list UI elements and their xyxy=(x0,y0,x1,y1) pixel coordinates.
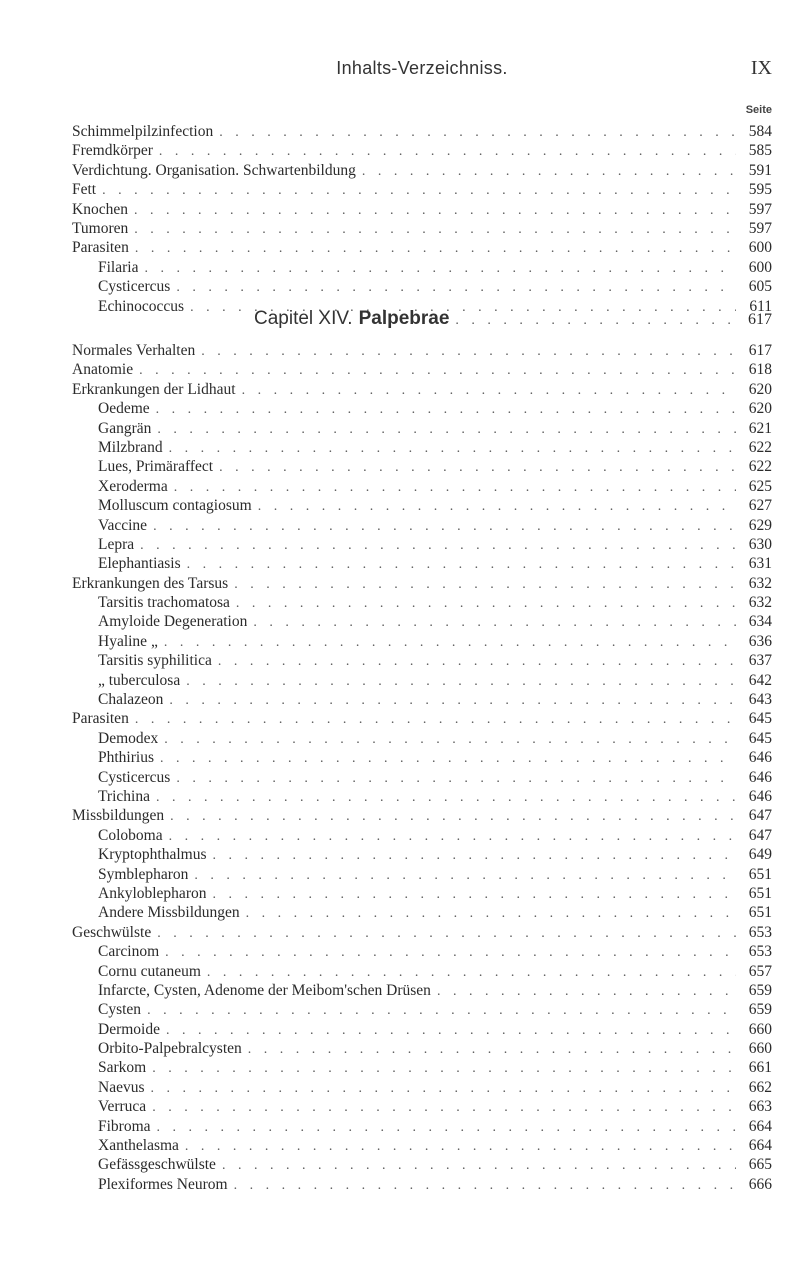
toc-entry-label: Vaccine xyxy=(98,516,148,534)
running-head xyxy=(72,58,772,82)
dot-leader xyxy=(455,299,736,343)
dot-leader xyxy=(157,924,736,943)
toc-entry-page: 651 xyxy=(748,904,772,922)
toc-entry-page: 661 xyxy=(748,1059,772,1077)
toc-entry-label: Sarkom xyxy=(98,1059,147,1077)
dot-leader xyxy=(187,555,736,574)
toc-entry xyxy=(72,903,772,922)
toc-entry-label: Lues, Primäraffect xyxy=(98,458,214,476)
toc-entry xyxy=(72,200,772,219)
toc-entry-page: 646 xyxy=(748,787,772,805)
toc-entry-label: Echinococcus xyxy=(98,297,185,315)
toc-entry-page: 653 xyxy=(748,943,772,961)
toc-entry-label: Infarcte, Cysten, Adenome der Meibom'schen Drüsen xyxy=(98,981,431,999)
dot-leader xyxy=(186,672,736,691)
toc-entry-label: „ tuberculosa xyxy=(98,671,181,689)
dot-leader xyxy=(156,400,736,419)
toc-entry-page: 637 xyxy=(748,652,772,670)
toc-entry xyxy=(72,748,772,767)
toc-entry-page: 646 xyxy=(748,749,772,767)
chapter-heading-row xyxy=(72,297,772,341)
toc-entry xyxy=(72,161,772,180)
toc-entry-page: 649 xyxy=(748,846,772,864)
toc-entry xyxy=(72,258,772,277)
dot-leader xyxy=(212,885,736,904)
toc-entry xyxy=(72,962,772,981)
toc-entry xyxy=(72,1097,772,1116)
toc-entry xyxy=(72,942,772,961)
toc-entry-label: Kryptophthalmus xyxy=(98,846,207,864)
toc-entry-label: Erkrankungen des Tarsus xyxy=(72,574,229,592)
dot-leader xyxy=(207,963,736,982)
toc-entry-label: Fibroma xyxy=(98,1117,151,1135)
toc-entry xyxy=(72,360,772,379)
toc-entry-page: 629 xyxy=(748,516,772,534)
toc-entry-label: Xeroderma xyxy=(98,477,168,495)
toc-entry-label: Gangrän xyxy=(98,419,152,437)
toc-entry-page: 663 xyxy=(748,1098,772,1116)
dot-leader xyxy=(218,652,736,671)
toc-entry xyxy=(72,1078,772,1097)
toc-entry xyxy=(72,574,772,593)
toc-entry xyxy=(72,612,772,631)
toc-entry xyxy=(72,787,772,806)
toc-entry xyxy=(72,768,772,787)
dot-leader xyxy=(153,517,736,536)
toc-entry-label: Schimmelpilzinfection xyxy=(72,123,214,140)
toc-entry xyxy=(72,1039,772,1058)
dot-leader xyxy=(152,1059,736,1078)
toc-entry-page: 591 xyxy=(748,161,772,179)
toc-entry xyxy=(72,923,772,942)
toc-entry-label: Demodex xyxy=(98,729,159,747)
chapter-label: Capitel XIV. xyxy=(254,308,353,329)
toc-entry-page: 600 xyxy=(748,239,772,257)
toc-entry xyxy=(72,380,772,399)
toc-entry xyxy=(72,122,772,141)
toc-entry-page: 647 xyxy=(748,807,772,825)
toc-entry xyxy=(72,709,772,728)
toc-entry xyxy=(72,554,772,573)
dot-leader xyxy=(362,162,736,181)
dot-leader xyxy=(234,1176,736,1195)
toc-entry-label: Missbildungen xyxy=(72,807,165,825)
toc-entry xyxy=(72,457,772,476)
toc-entry-page: 630 xyxy=(748,535,772,553)
toc-entry-label: Cysticercus xyxy=(98,768,171,786)
toc-entry-label: Fremdkörper xyxy=(72,142,153,160)
toc-entry-page: 585 xyxy=(748,142,772,160)
chapter-heading xyxy=(72,297,449,341)
toc-entry-page: 666 xyxy=(748,1175,772,1193)
dot-leader xyxy=(135,239,736,258)
toc-entry xyxy=(72,399,772,418)
toc-entry-label: Plexiformes Neurom xyxy=(98,1175,228,1193)
dot-leader xyxy=(102,181,736,200)
dot-leader xyxy=(151,1079,737,1098)
toc-entry-label: Fett xyxy=(72,181,97,199)
toc-entry xyxy=(72,1020,772,1039)
dot-leader xyxy=(185,1137,736,1156)
dot-leader xyxy=(147,1001,736,1020)
dot-leader xyxy=(222,1156,736,1175)
toc-entry xyxy=(72,180,772,199)
dot-leader xyxy=(437,982,736,1001)
toc-entry xyxy=(72,671,772,690)
chapter-title: Palpebrae xyxy=(358,308,450,329)
dot-leader xyxy=(170,807,736,826)
toc-entry-label: Parasiten xyxy=(72,710,129,728)
dot-leader xyxy=(164,730,736,749)
toc-entry-label: Cornu cutaneum xyxy=(98,962,201,980)
chapter-entries xyxy=(72,341,772,1194)
toc-entry-page: 611 xyxy=(749,297,772,315)
toc-entry-page: 600 xyxy=(748,258,772,276)
toc-entry-label: Verruca xyxy=(98,1098,147,1116)
toc-entry xyxy=(72,1117,772,1136)
dot-leader xyxy=(176,278,736,297)
toc-entry-label: Lepra xyxy=(98,535,135,553)
toc-entry-page: 584 xyxy=(748,123,772,140)
toc-entry xyxy=(72,806,772,825)
toc-entry-label: Dermoide xyxy=(98,1020,160,1038)
toc-entry-page: 645 xyxy=(748,729,772,747)
toc-entry-label: Cysticercus xyxy=(98,278,171,296)
running-title: Inhalts-Verzeichniss. xyxy=(336,58,508,78)
toc-entry-page: 617 xyxy=(748,342,772,359)
toc-entry-page: 665 xyxy=(748,1156,772,1174)
dot-leader xyxy=(242,381,736,400)
dot-leader xyxy=(219,123,736,142)
toc-entry xyxy=(72,981,772,1000)
dot-leader xyxy=(246,904,736,923)
toc-entry-page: 622 xyxy=(748,458,772,476)
toc-entry xyxy=(72,1000,772,1019)
dot-leader xyxy=(248,1040,736,1059)
toc-entry xyxy=(72,219,772,238)
toc-entry-label: Trichina xyxy=(98,787,150,805)
toc-entry-label: Filaria xyxy=(98,258,139,276)
toc-entry xyxy=(72,341,772,360)
toc-entry-label: Normales Verhalten xyxy=(72,342,196,359)
toc-entry-label: Cysten xyxy=(98,1001,142,1019)
toc-entry-label: Amyloide Degeneration xyxy=(98,613,248,631)
toc-entry xyxy=(72,1058,772,1077)
dot-leader xyxy=(156,788,736,807)
dot-leader xyxy=(169,827,736,846)
dot-leader xyxy=(157,420,736,439)
toc-entry-label: Orbito-Palpebralcysten xyxy=(98,1040,242,1058)
toc-entry xyxy=(72,496,772,515)
toc-entry-page: 618 xyxy=(748,361,772,379)
dot-leader xyxy=(166,1021,736,1040)
dot-leader xyxy=(139,361,736,380)
dot-leader xyxy=(169,439,736,458)
toc-entry-page: 659 xyxy=(748,1001,772,1019)
toc-entry xyxy=(72,729,772,748)
toc-entry-label: Chalazeon xyxy=(98,691,164,709)
toc-entry-label: Gefässgeschwülste xyxy=(98,1156,216,1174)
dot-leader xyxy=(157,1118,736,1137)
toc-entry-label: Geschwülste xyxy=(72,923,152,941)
toc-entry-page: 647 xyxy=(748,826,772,844)
dot-leader xyxy=(176,769,736,788)
toc-entry xyxy=(72,593,772,612)
toc-entry-page: 631 xyxy=(748,555,772,573)
dot-leader xyxy=(169,691,736,710)
toc-entry-page: 664 xyxy=(748,1137,772,1155)
toc-entry-label: Xanthelasma xyxy=(98,1137,179,1155)
toc-entry xyxy=(72,438,772,457)
toc-entry-page: 597 xyxy=(748,219,772,237)
toc-entry-page: 621 xyxy=(748,419,772,437)
toc-entry xyxy=(72,1175,772,1194)
dot-leader xyxy=(194,866,736,885)
toc-entry xyxy=(72,632,772,651)
dot-leader xyxy=(152,1098,736,1117)
toc-entry-page: 636 xyxy=(748,632,772,650)
toc-entry-label: Elephantiasis xyxy=(98,555,181,573)
toc-entry xyxy=(72,277,772,296)
page-column-label: Seite xyxy=(745,104,772,116)
toc-entry-page: 622 xyxy=(748,438,772,456)
dot-leader xyxy=(165,943,736,962)
toc-entry-page: 627 xyxy=(748,497,772,515)
dot-leader xyxy=(159,142,736,161)
toc-entry xyxy=(72,238,772,257)
toc-entry xyxy=(72,1155,772,1174)
toc-entry xyxy=(72,826,772,845)
dot-leader xyxy=(134,201,736,220)
toc-entry-page: 657 xyxy=(748,962,772,980)
toc-entry-page: 660 xyxy=(748,1040,772,1058)
running-page-number: IX xyxy=(750,57,772,79)
toc-entry-page: 653 xyxy=(748,923,772,941)
dot-leader xyxy=(236,594,736,613)
toc-entry xyxy=(72,845,772,864)
toc-entry-label: Milzbrand xyxy=(98,438,163,456)
toc-entry-label: Phthirius xyxy=(98,749,154,767)
toc-entry xyxy=(72,865,772,884)
toc-entry-page: 660 xyxy=(748,1020,772,1038)
toc-entry-label: Knochen xyxy=(72,200,128,218)
toc-entry-page: 632 xyxy=(748,594,772,612)
toc-section-2 xyxy=(72,297,772,1194)
toc-entry xyxy=(72,477,772,496)
toc-entry-label: Andere Missbildungen xyxy=(98,904,240,922)
toc-entry-page: 651 xyxy=(748,865,772,883)
dot-leader xyxy=(160,749,736,768)
toc-entry-label: Erkrankungen der Lidhaut xyxy=(72,380,236,398)
toc-entry xyxy=(72,884,772,903)
dot-leader xyxy=(164,633,736,652)
toc-entry-label: Oedeme xyxy=(98,400,150,418)
toc-entry-label: Tarsitis trachomatosa xyxy=(98,594,230,612)
toc-entry-label: Anatomie xyxy=(72,361,134,379)
toc-entry-label: Hyaline „ xyxy=(98,632,158,650)
dot-leader xyxy=(201,342,736,361)
toc-entry-page: 651 xyxy=(748,884,772,902)
toc-entry-page: 664 xyxy=(748,1117,772,1135)
toc-entry-page: 620 xyxy=(748,400,772,418)
toc-entry-label: Molluscum contagiosum xyxy=(98,497,252,515)
toc-entry-label: Naevus xyxy=(98,1078,145,1096)
toc-entry-page: 632 xyxy=(748,574,772,592)
toc-entry xyxy=(72,141,772,160)
dot-leader xyxy=(258,497,736,516)
toc-entry-label: Symblepharon xyxy=(98,865,189,883)
toc-entry-page: 643 xyxy=(748,691,772,709)
toc-entry-page: 597 xyxy=(748,200,772,218)
toc-entry xyxy=(72,535,772,554)
dot-leader xyxy=(234,575,736,594)
toc-entry-label: Carcinom xyxy=(98,943,160,961)
toc-entry-page: 642 xyxy=(748,671,772,689)
toc-entry-label: Coloboma xyxy=(98,826,163,844)
toc-entry-label: Ankyloblepharon xyxy=(98,884,207,902)
dot-leader xyxy=(135,710,736,729)
toc-entry-label: Tumoren xyxy=(72,219,129,237)
toc-entry-page: 634 xyxy=(748,613,772,631)
toc-entry-page: 659 xyxy=(748,981,772,999)
dot-leader xyxy=(219,458,736,477)
dot-leader xyxy=(213,846,737,865)
toc-entry-page: 662 xyxy=(748,1078,772,1096)
toc-entry-page: 595 xyxy=(748,181,772,199)
chapter-page-number: 617 xyxy=(748,311,772,328)
dot-leader xyxy=(134,220,736,239)
toc-entry xyxy=(72,690,772,709)
toc-entry-label: Tarsitis syphilitica xyxy=(98,652,212,670)
toc-entry xyxy=(72,1136,772,1155)
toc-entry xyxy=(72,419,772,438)
toc-entry-page: 605 xyxy=(748,278,772,296)
toc-entry-label: Parasiten xyxy=(72,239,129,257)
toc-entry xyxy=(72,651,772,670)
dot-leader xyxy=(253,613,736,632)
toc-entry-page: 645 xyxy=(748,710,772,728)
dot-leader xyxy=(174,478,736,497)
toc-entry-page: 646 xyxy=(748,768,772,786)
dot-leader xyxy=(140,536,736,555)
toc-entry-page: 625 xyxy=(748,477,772,495)
toc-section-1 xyxy=(72,122,772,316)
dot-leader xyxy=(144,259,736,278)
toc-entry xyxy=(72,516,772,535)
toc-entry-label: Verdichtung. Organisation. Schwartenbildung xyxy=(72,161,356,179)
toc-entry-page: 620 xyxy=(748,380,772,398)
